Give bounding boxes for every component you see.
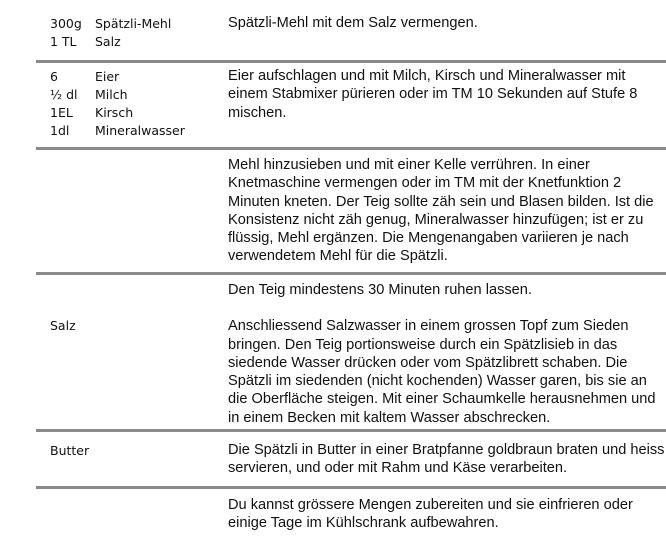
ingredient-list	[50, 317, 95, 335]
instruction-text	[228, 156, 666, 266]
instruction-text	[228, 281, 666, 427]
ingredient-item	[50, 15, 171, 33]
ingredient-quantity: 1EL	[50, 105, 73, 120]
ingredient-item	[50, 317, 95, 335]
ingredient-list	[50, 442, 95, 460]
instruction-paragraph: Anschliessend Salzwasser in einem grossen Topf zum Sieden bringen. Den Teig portionsweise durch ein Spätzlisieb in das siedende Wasser drücken oder vom Spätzlibrett schaben. Die Spätzli im siedenden (nicht kochenden) Wasser garen, bis sie an die Oberfläche steigen. Mit einer Schaumkelle herausnehmen und in einem Becken mit kaltem Wasser abschrecken.	[228, 318, 656, 426]
ingredient-item	[50, 86, 185, 104]
ingredient-item	[50, 442, 95, 460]
ingredient-item	[50, 104, 185, 122]
ingredient-name: Milch	[95, 87, 128, 102]
recipe-step-5	[36, 430, 666, 487]
ingredient-list	[50, 15, 171, 51]
ingredient-quantity: Butter	[50, 443, 90, 458]
ingredient-name: Salz	[95, 34, 121, 49]
ingredient-name: Mineralwasser	[95, 123, 185, 138]
recipe-step-4	[36, 273, 666, 430]
instruction-paragraph: Mehl hinzusieben und mit einer Kelle verrühren. In einer Knetmaschine vermengen oder im TM mit der Knetfunktion 2 Minuten kneten. Der Teig sollte zäh sein und Blasen bilden. Ist die Konsistenz nicht zäh genug, Mineralwasser hinzufügen; ist er zu flüssig, Mehl ergänzen. Die Mengenangaben variieren je nach verwendetem Mehl für die Spätzli.	[228, 157, 654, 265]
ingredient-item	[50, 122, 185, 140]
instruction-paragraph: Die Spätzli in Butter in einer Bratpfanne goldbraun braten und heiss servieren, und oder mit Rahm und Käse verarbeiten.	[228, 442, 665, 477]
recipe-step-6	[36, 487, 666, 543]
recipe-table	[36, 0, 666, 543]
ingredient-quantity: 1 TL	[50, 34, 77, 49]
ingredient-name: Eier	[95, 69, 120, 84]
ingredient-quantity: Salz	[50, 318, 76, 333]
instruction-text	[228, 14, 666, 32]
ingredient-item	[50, 68, 185, 86]
instruction-paragraph: Den Teig mindestens 30 Minuten ruhen lassen.	[228, 282, 532, 298]
instruction-text	[228, 67, 666, 122]
recipe-step-2	[36, 61, 666, 148]
ingredient-quantity: 300g	[50, 16, 82, 31]
ingredient-list	[50, 68, 185, 140]
ingredient-quantity: 1dl	[50, 123, 70, 138]
instruction-paragraph: Du kannst grössere Mengen zubereiten und sie einfrieren oder einige Tage im Kühlschrank aufbewahren.	[228, 497, 633, 532]
ingredient-name: Spätzli-Mehl	[95, 16, 172, 31]
instruction-text	[228, 496, 666, 533]
recipe-step-1	[36, 0, 666, 61]
ingredient-quantity: ½ dl	[50, 87, 78, 102]
instruction-paragraph: Eier aufschlagen und mit Milch, Kirsch und Mineralwasser mit einem Stabmixer pürieren oder im TM 10 Sekunden auf Stufe 8 mischen.	[228, 68, 638, 121]
instruction-paragraph: Spätzli-Mehl mit dem Salz vermengen.	[228, 15, 478, 31]
recipe-step-3	[36, 148, 666, 273]
instruction-text	[228, 441, 666, 478]
ingredient-item	[50, 33, 171, 51]
ingredient-name: Kirsch	[95, 105, 134, 120]
ingredient-quantity: 6	[50, 69, 58, 84]
